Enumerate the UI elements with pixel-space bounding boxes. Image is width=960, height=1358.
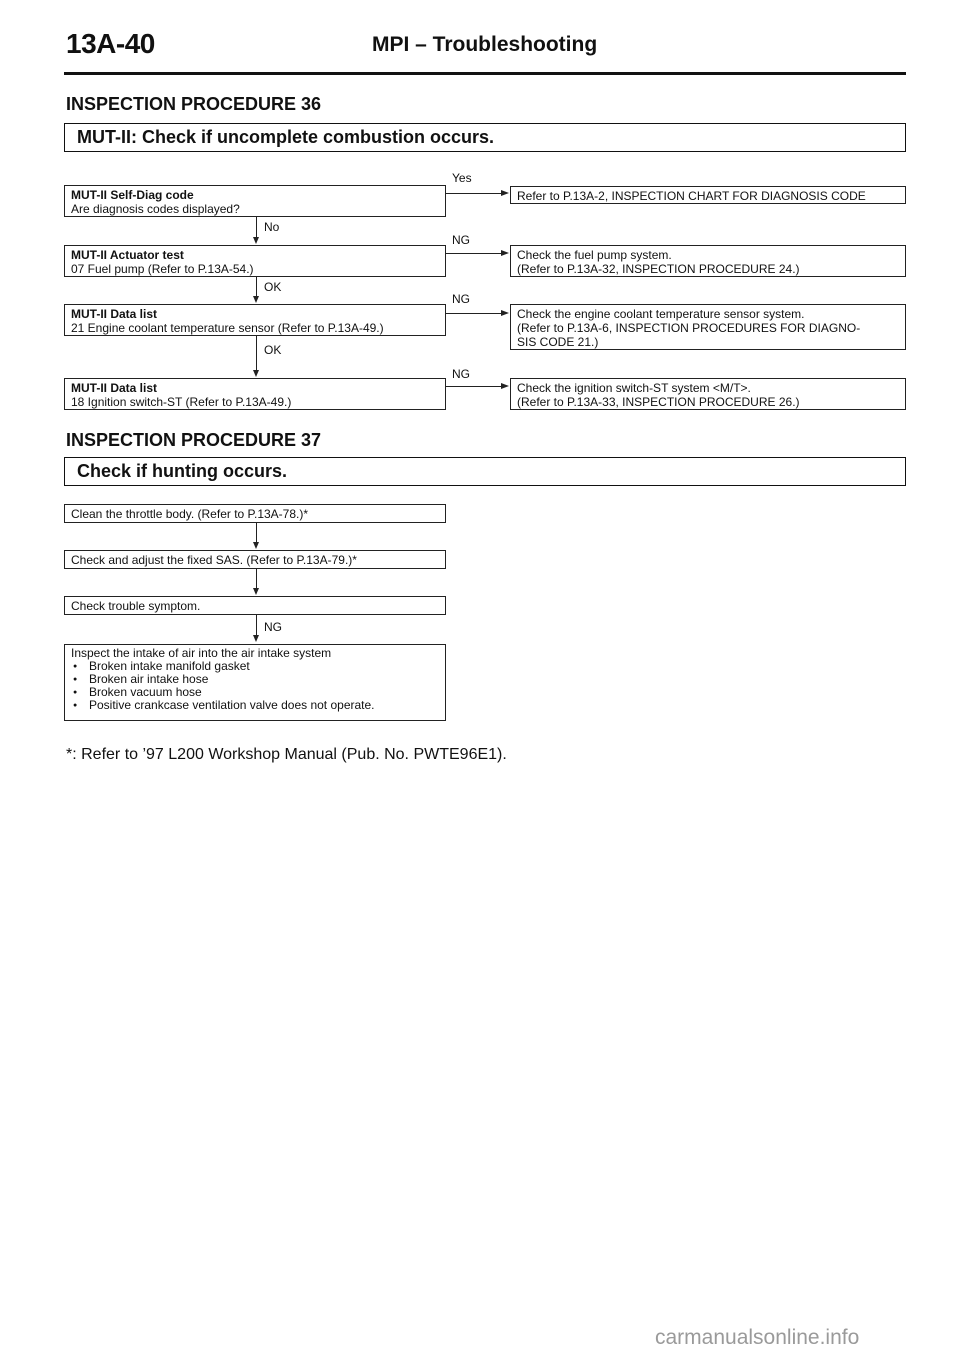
proc36-step2-box xyxy=(64,245,446,277)
proc37-step1-down-line xyxy=(256,523,257,543)
proc37-step3-text: Check trouble symptom. xyxy=(71,599,201,613)
step1-result: Refer to P.13A-2, INSPECTION CHART FOR DIAGNOSIS CODE xyxy=(517,189,866,203)
step3-branch-label: NG xyxy=(452,292,470,306)
header-rule xyxy=(64,72,906,75)
step2-text: 07 Fuel pump (Refer to P.13A-54.) xyxy=(71,262,254,276)
footnote: *: Refer to ’97 L200 Workshop Manual (Pub. No. PWTE96E1). xyxy=(66,746,507,763)
step1-arrow xyxy=(501,190,509,196)
step3-result-line2: (Refer to P.13A-6, INSPECTION PROCEDURES FOR DIAGNO- xyxy=(517,321,861,335)
step4-arrow xyxy=(501,383,509,389)
proc36-step1-box xyxy=(64,185,446,217)
list-item: ● Broken intake manifold gasket xyxy=(71,660,439,673)
step2-down-line xyxy=(256,277,257,297)
step4-text: 18 Ignition switch-ST (Refer to P.13A-49.) xyxy=(71,395,292,409)
proc36-step3-box xyxy=(64,304,446,336)
proc37-step2-down-arrow xyxy=(253,588,259,595)
step1-down-arrow xyxy=(253,237,259,244)
page-number: 13A-40 xyxy=(66,28,155,59)
proc37-final-box xyxy=(64,644,446,721)
proc37-step2-box xyxy=(64,550,446,569)
list-item: ● Positive crankcase ventilation valve does not operate. xyxy=(71,699,439,712)
step1-branch-label: Yes xyxy=(452,171,472,185)
step3-result-box xyxy=(510,304,906,350)
step3-down-arrow xyxy=(253,370,259,377)
step2-title: MUT-II Actuator test xyxy=(71,248,184,262)
step3-result-line3: SIS CODE 21.) xyxy=(517,335,599,349)
step2-result-line1: Check the fuel pump system. xyxy=(517,248,672,262)
step2-arrow xyxy=(501,250,509,256)
watermark: carmanualsonline.info xyxy=(655,1326,860,1349)
list-item: ● Broken air intake hose xyxy=(71,673,439,686)
proc37-final-intro: Inspect the intake of air into the air intake system xyxy=(71,646,332,660)
step1-down-line xyxy=(256,217,257,238)
proc37-step3-box xyxy=(64,596,446,615)
step1-title: MUT-II Self-Diag code xyxy=(71,188,194,202)
proc37-final-list xyxy=(71,660,439,712)
step3-connector xyxy=(446,313,504,314)
step2-result-line2: (Refer to P.13A-32, INSPECTION PROCEDURE 24.) xyxy=(517,262,800,276)
proc37-step2-down-line xyxy=(256,569,257,589)
proc36-heading: INSPECTION PROCEDURE 36 xyxy=(66,94,322,114)
step2-down-arrow xyxy=(253,296,259,303)
step1-text: Are diagnosis codes displayed? xyxy=(71,202,240,216)
step3-next-label: OK xyxy=(264,343,282,357)
step4-result-box xyxy=(510,378,906,410)
proc37-step1-down-arrow xyxy=(253,542,259,549)
step2-connector xyxy=(446,253,504,254)
step4-connector xyxy=(446,386,504,387)
page-title: MPI – Troubleshooting xyxy=(372,33,598,56)
step4-result-line2: (Refer to P.13A-33, INSPECTION PROCEDURE 26.) xyxy=(517,395,800,409)
step4-title: MUT-II Data list xyxy=(71,381,158,395)
proc37-banner: Check if hunting occurs. xyxy=(64,457,906,486)
proc37-ng-label: NG xyxy=(264,620,282,634)
proc37-step3-down-line xyxy=(256,615,257,636)
step1-next-label: No xyxy=(264,220,280,234)
proc37-step1-text: Clean the throttle body. (Refer to P.13A-78.)* xyxy=(71,507,309,521)
step3-text: 21 Engine coolant temperature sensor (Refer to P.13A-49.) xyxy=(71,321,384,335)
proc37-heading: INSPECTION PROCEDURE 37 xyxy=(66,430,322,450)
step2-next-label: OK xyxy=(264,280,282,294)
step4-branch-label: NG xyxy=(452,367,470,381)
proc36-banner: MUT-II: Check if uncomplete combustion occurs. xyxy=(64,123,906,152)
proc37-step2-text: Check and adjust the fixed SAS. (Refer to P.13A-79.)* xyxy=(71,553,357,567)
step1-result-box xyxy=(510,186,906,204)
step2-branch-label: NG xyxy=(452,233,470,247)
proc37-step1-box xyxy=(64,504,446,523)
step4-result-line1: Check the ignition switch-ST system <M/T>. xyxy=(517,381,751,395)
list-item: ● Broken vacuum hose xyxy=(71,686,439,699)
step3-title: MUT-II Data list xyxy=(71,307,158,321)
step3-result-line1: Check the engine coolant temperature sensor system. xyxy=(517,307,805,321)
step3-down-line xyxy=(256,336,257,371)
step1-connector xyxy=(446,193,504,194)
proc36-step4-box xyxy=(64,378,446,410)
proc37-step3-down-arrow xyxy=(253,635,259,642)
step3-arrow xyxy=(501,310,509,316)
step2-result-box xyxy=(510,245,906,277)
